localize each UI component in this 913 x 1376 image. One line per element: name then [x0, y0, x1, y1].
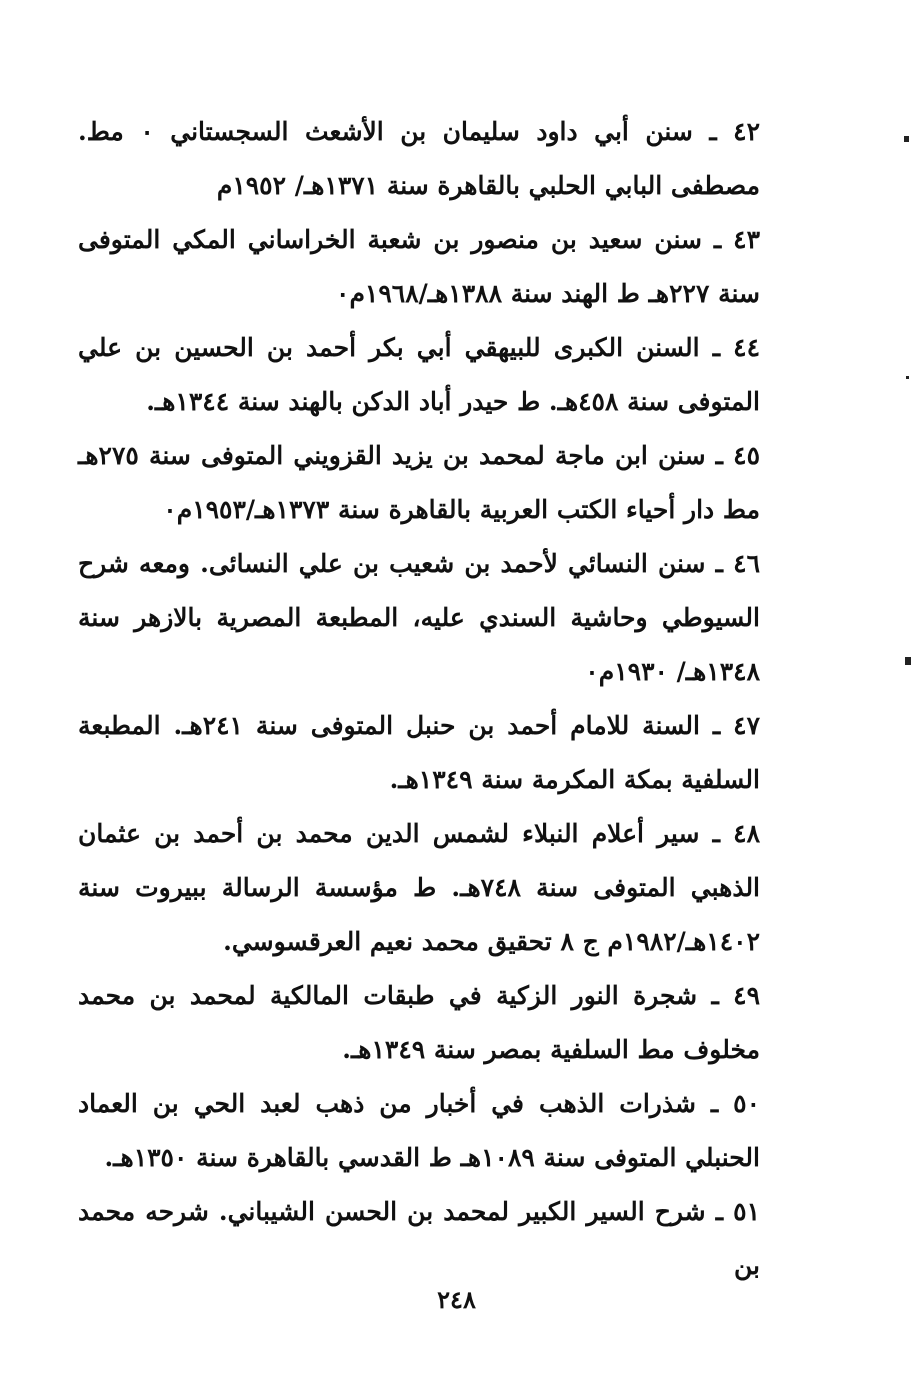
scan-edge-mark: [905, 657, 911, 665]
bibliography-entry-44: ٤٤ ـ السنن الكبرى للبيهقي أبي بكر أحمد بن الحسين بن علي المتوفى سنة ٤٥٨هـ. ط حيدر أباد الدكن بالهند سنة ١٣٤٤هـ.: [78, 333, 760, 416]
bibliography-entry-48: ٤٨ ـ سير أعلام النبلاء لشمس الدين محمد بن أحمد بن عثمان الذهبي المتوفى سنة ٧٤٨هـ. ط مؤسسة الرسالة ببيروت سنة ١٤٠٢هـ/١٩٨٢م ج ٨ تحقيق محمد نعيم العرقسوسي.: [78, 819, 761, 956]
scan-edge-mark: [906, 376, 909, 379]
bibliography-entry-46: ٤٦ ـ سنن النسائي لأحمد بن شعيب بن علي النسائى. ومعه شرح السيوطي وحاشية السندي عليه، المطبعة المصرية بالازهر سنة ١٣٤٨هـ/ ١٩٣٠م٠: [78, 549, 760, 686]
bibliography-entry-51: ٥١ ـ شرح السير الكبير لمحمد بن الحسن الشيباني. شرحه محمد بن: [78, 1197, 760, 1280]
bibliography-entry-45: ٤٥ ـ سنن ابن ماجة لمحمد بن يزيد القزويني المتوفى سنة ٢٧٥هـ مط دار أحياء الكتب العربية بالقاهرة سنة ١٣٧٣هـ/١٩٥٣م٠: [78, 441, 760, 524]
bibliography-entry-49: ٤٩ ـ شجرة النور الزكية في طبقات المالكية لمحمد بن محمد مخلوف مط السلفية بمصر سنة ١٣٤٩هـ.: [78, 981, 760, 1064]
bibliography-list: [78, 105, 760, 1293]
bibliography-entry-47: ٤٧ ـ السنة للامام أحمد بن حنبل المتوفى سنة ٢٤١هـ. المطبعة السلفية بمكة المكرمة سنة ١٣٤٩هـ.: [78, 711, 760, 794]
bibliography-entry-43: ٤٣ ـ سنن سعيد بن منصور بن شعبة الخراساني المكي المتوفى سنة ٢٢٧هـ ط الهند سنة ١٣٨٨هـ/١٩٦٨م٠: [78, 225, 760, 308]
page-number: ٢٤٨: [437, 1285, 476, 1314]
bibliography-entry-50: ٥٠ ـ شذرات الذهب في أخبار من ذهب لعبد الحي بن العماد الحنبلي المتوفى سنة ١٠٨٩هـ ط القدسي بالقاهرة سنة ١٣٥٠هـ.: [78, 1089, 760, 1172]
bibliography-entry-42: ٤٢ ـ سنن أبي داود سليمان بن الأشعث السجستاني ٠ مط. مصطفى البابي الحلبي بالقاهرة سنة ١٣٧١هـ/ ١٩٥٢م: [78, 117, 760, 200]
scan-edge-mark: [904, 136, 909, 142]
